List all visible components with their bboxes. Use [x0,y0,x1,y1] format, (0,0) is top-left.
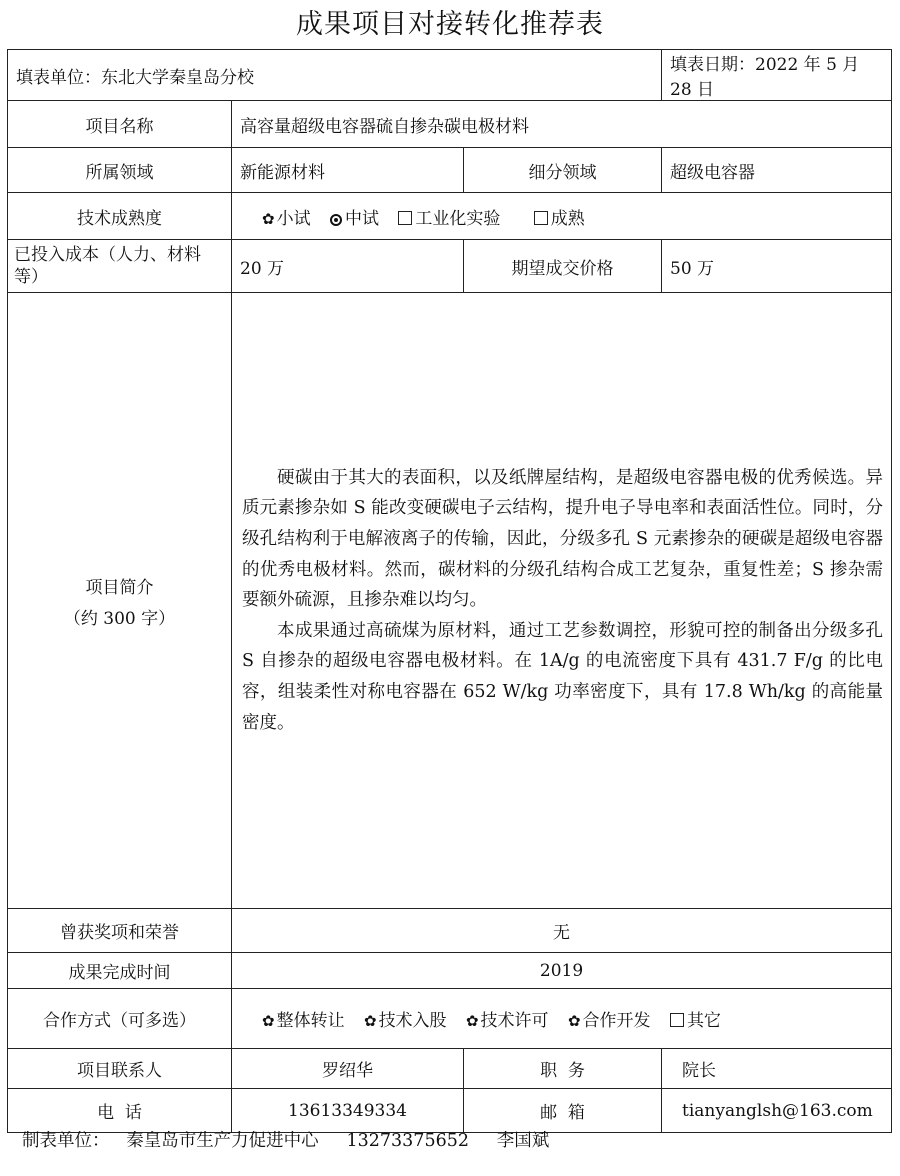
option-label: 其它 [686,1011,721,1031]
header-row [8,50,892,101]
recommendation-form-table [7,49,892,1133]
contact-label: 项目联系人 [8,1049,232,1089]
position-value: 院长 [662,1049,892,1089]
checkbox-icon [670,1013,684,1027]
intro-paragraph: 硬碳由于其大的表面积，以及纸牌屋结构，是超级电容器电极的优秀候选。异质元素掺杂如 S 能改变硬碳电子云结构，提升电子导电率和表面活性位。同时，分级孔结构利于电解液离子的传输，因此，分级多孔 S 元素掺杂的硬碳是超级电容器的优秀电极材料。然而，碳材料的分级孔结构合成工艺复杂，重复性差；S 掺杂需要额外硫源，且掺杂难以均匀。 [242,467,884,611]
option-label: 技术入股 [378,1011,447,1031]
gear-icon: ✿ [262,209,275,228]
form-title: 成果项目对接转化推荐表 [296,9,604,40]
option-label: 工业化实验 [415,208,501,229]
gear-icon: ✿ [262,1012,275,1030]
coop-option-other[interactable] [670,1011,721,1031]
option-label: 中试 [344,208,379,229]
cost-value: 20 万 [232,240,464,293]
maturity-label: 技术成熟度 [8,193,232,240]
completion-value: 2019 [232,953,892,989]
maturity-option-industrial[interactable] [398,209,500,229]
phone-value: 13613349334 [232,1089,464,1133]
contact-value: 罗绍华 [232,1049,464,1089]
project-name-value: 高容量超级电容器硫自掺杂碳电极材料 [232,101,892,148]
cost-label: 已投入成本（人力、材料等） [8,240,232,293]
maturity-option-pilot-mid[interactable] [330,209,379,229]
email-label: 邮 箱 [464,1089,662,1133]
cost-row [8,240,892,293]
intro-label: 项目简介 [85,577,154,598]
phone-row [8,1089,892,1133]
email-value: tianyanglsh@163.com [662,1089,892,1133]
coop-option-license[interactable] [466,1011,549,1031]
gear-icon: ✿ [567,1012,581,1030]
maturity-row [8,193,892,240]
option-label: 小试 [276,208,311,229]
awards-row [8,909,892,953]
price-label: 期望成交价格 [464,240,662,293]
price-value: 50 万 [662,240,892,293]
maturity-options [232,193,892,240]
coop-option-transfer[interactable] [262,1011,345,1031]
intro-paragraph: 本成果通过高硫煤为原材料，通过工艺参数调控，形貌可控的制备出分级多孔 S 自掺杂的超级电容器电极材料。在 1A/g 的电流密度下具有 431.7 F/g 的比电容，组装柔性对称电容器在 652 W/kg 功率密度下，具有 17.8 Wh/kg 的高能量密度。 [242,620,884,733]
fill-date: 填表日期：2022 年 5 月 28 日 [662,50,892,101]
field-row [8,148,892,193]
cooperation-row [8,989,892,1049]
position-label: 职 务 [464,1049,662,1089]
coop-option-equity[interactable] [364,1011,447,1031]
subfield-label: 细分领域 [464,148,662,193]
project-name-row [8,101,892,148]
cooperation-options [232,989,892,1049]
checkbox-icon [398,211,412,225]
intro-sublabel: （约 300 字） [63,608,176,629]
completion-row [8,953,892,989]
checkbox-icon [534,211,548,225]
fill-unit: 填表单位：东北大学秦皇岛分校 [8,50,662,101]
radio-selected-icon [330,214,342,226]
field-value: 新能源材料 [232,148,464,193]
option-label: 整体转让 [276,1011,345,1031]
intro-content [232,293,892,909]
maturity-option-pilot-small[interactable] [262,209,311,229]
contact-row [8,1049,892,1089]
awards-label: 曾获奖项和荣誉 [8,909,232,953]
option-label: 成熟 [550,208,585,229]
coop-option-joint-dev[interactable] [568,1011,651,1031]
gear-icon: ✿ [465,1012,479,1030]
phone-label: 电 话 [8,1089,232,1133]
field-label: 所属领域 [8,148,232,193]
maturity-option-mature[interactable] [534,209,585,229]
form-footer: 制表单位： 秦皇岛市生产力促进中心 13273375652 李国斌 [22,1131,550,1151]
awards-value: 无 [232,909,892,953]
option-label: 合作开发 [582,1011,651,1031]
cooperation-label: 合作方式（可多选） [8,989,232,1049]
intro-row [8,293,892,909]
project-name-label: 项目名称 [8,101,232,148]
intro-label-cell [8,293,232,909]
completion-label: 成果完成时间 [8,953,232,989]
option-label: 技术许可 [480,1011,549,1031]
gear-icon: ✿ [363,1012,377,1030]
subfield-value: 超级电容器 [662,148,892,193]
